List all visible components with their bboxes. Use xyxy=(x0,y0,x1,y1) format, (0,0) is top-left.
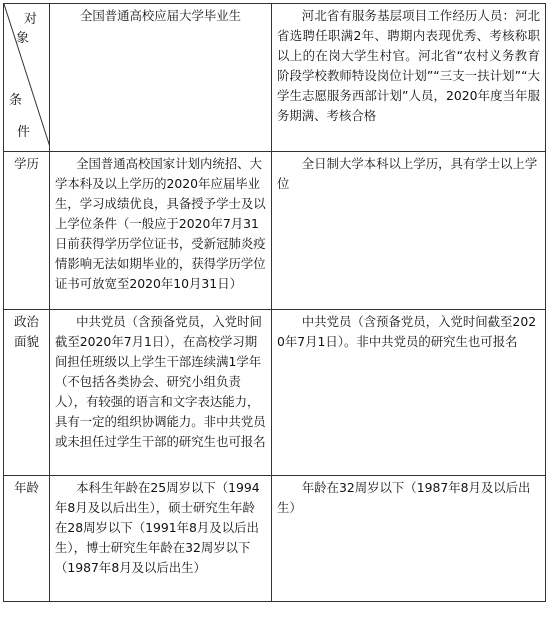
political-village: 中共党员（含预备党员，入党时间截至2020年7月1日）。非中共党员的研究生也可报名 xyxy=(272,310,546,476)
header-graduates: 全国普通高校应届大学毕业生 xyxy=(50,4,272,152)
political-graduates: 中共党员（含预备党员，入党时间截至2020年7月1日），在高校学习期间担任班级以上学生干部连续满1学年（不包括各类协会、研究小组负责人），有较强的语言和文字表达能力，具有一定的组织协调能力。非中共党员或未担任过学生干部的研究生也可报名 xyxy=(50,310,272,476)
age-graduates: 本科生年龄在25周岁以下（1994年8月及以后出生），硕士研究生年龄在28周岁以下（1991年8月及以后出生），博士研究生年龄在32周岁以下（1987年8月及以后出生） xyxy=(50,476,272,602)
row-label-political: 政治面貌 xyxy=(4,310,50,476)
eligibility-table xyxy=(3,3,546,602)
corner-bottom-char: 件 xyxy=(17,125,31,140)
education-village: 全日制大学本科以上学历，具有学士以上学位 xyxy=(272,152,546,310)
table-row xyxy=(4,476,546,602)
corner-top-char: 对 xyxy=(24,12,38,27)
corner-cell xyxy=(4,4,50,152)
header-row xyxy=(4,4,546,152)
age-village: 年龄在32周岁以下（1987年8月及以后出生） xyxy=(272,476,546,602)
corner-top-char: 象 xyxy=(16,31,30,46)
education-graduates: 全国普通高校国家计划内统招、大学本科及以上学历的2020年应届毕业生，学习成绩优良，具备授予学士及以上学位条件（一般应于2020年7月31日前获得学历学位证书，受新冠肺炎疫情影响无法如期毕业的，获得学历学位证书可放宽至2020年10月31日） xyxy=(50,152,272,310)
header-village-officials: 河北省有服务基层项目工作经历人员：河北省选聘任职满2年、聘期内表现优秀、考核称职以上的在岗大学生村官。河北省“农村义务教育阶段学校教师特设岗位计划”“三支一扶计划”“大学生志愿服务西部计划”人员，2020年度当年服务期满、考核合格 xyxy=(272,4,546,152)
row-label-age: 年龄 xyxy=(4,476,50,602)
table-row xyxy=(4,310,546,476)
row-label-education: 学历 xyxy=(4,152,50,310)
corner-bottom-char: 条 xyxy=(9,93,23,108)
table-row xyxy=(4,152,546,310)
